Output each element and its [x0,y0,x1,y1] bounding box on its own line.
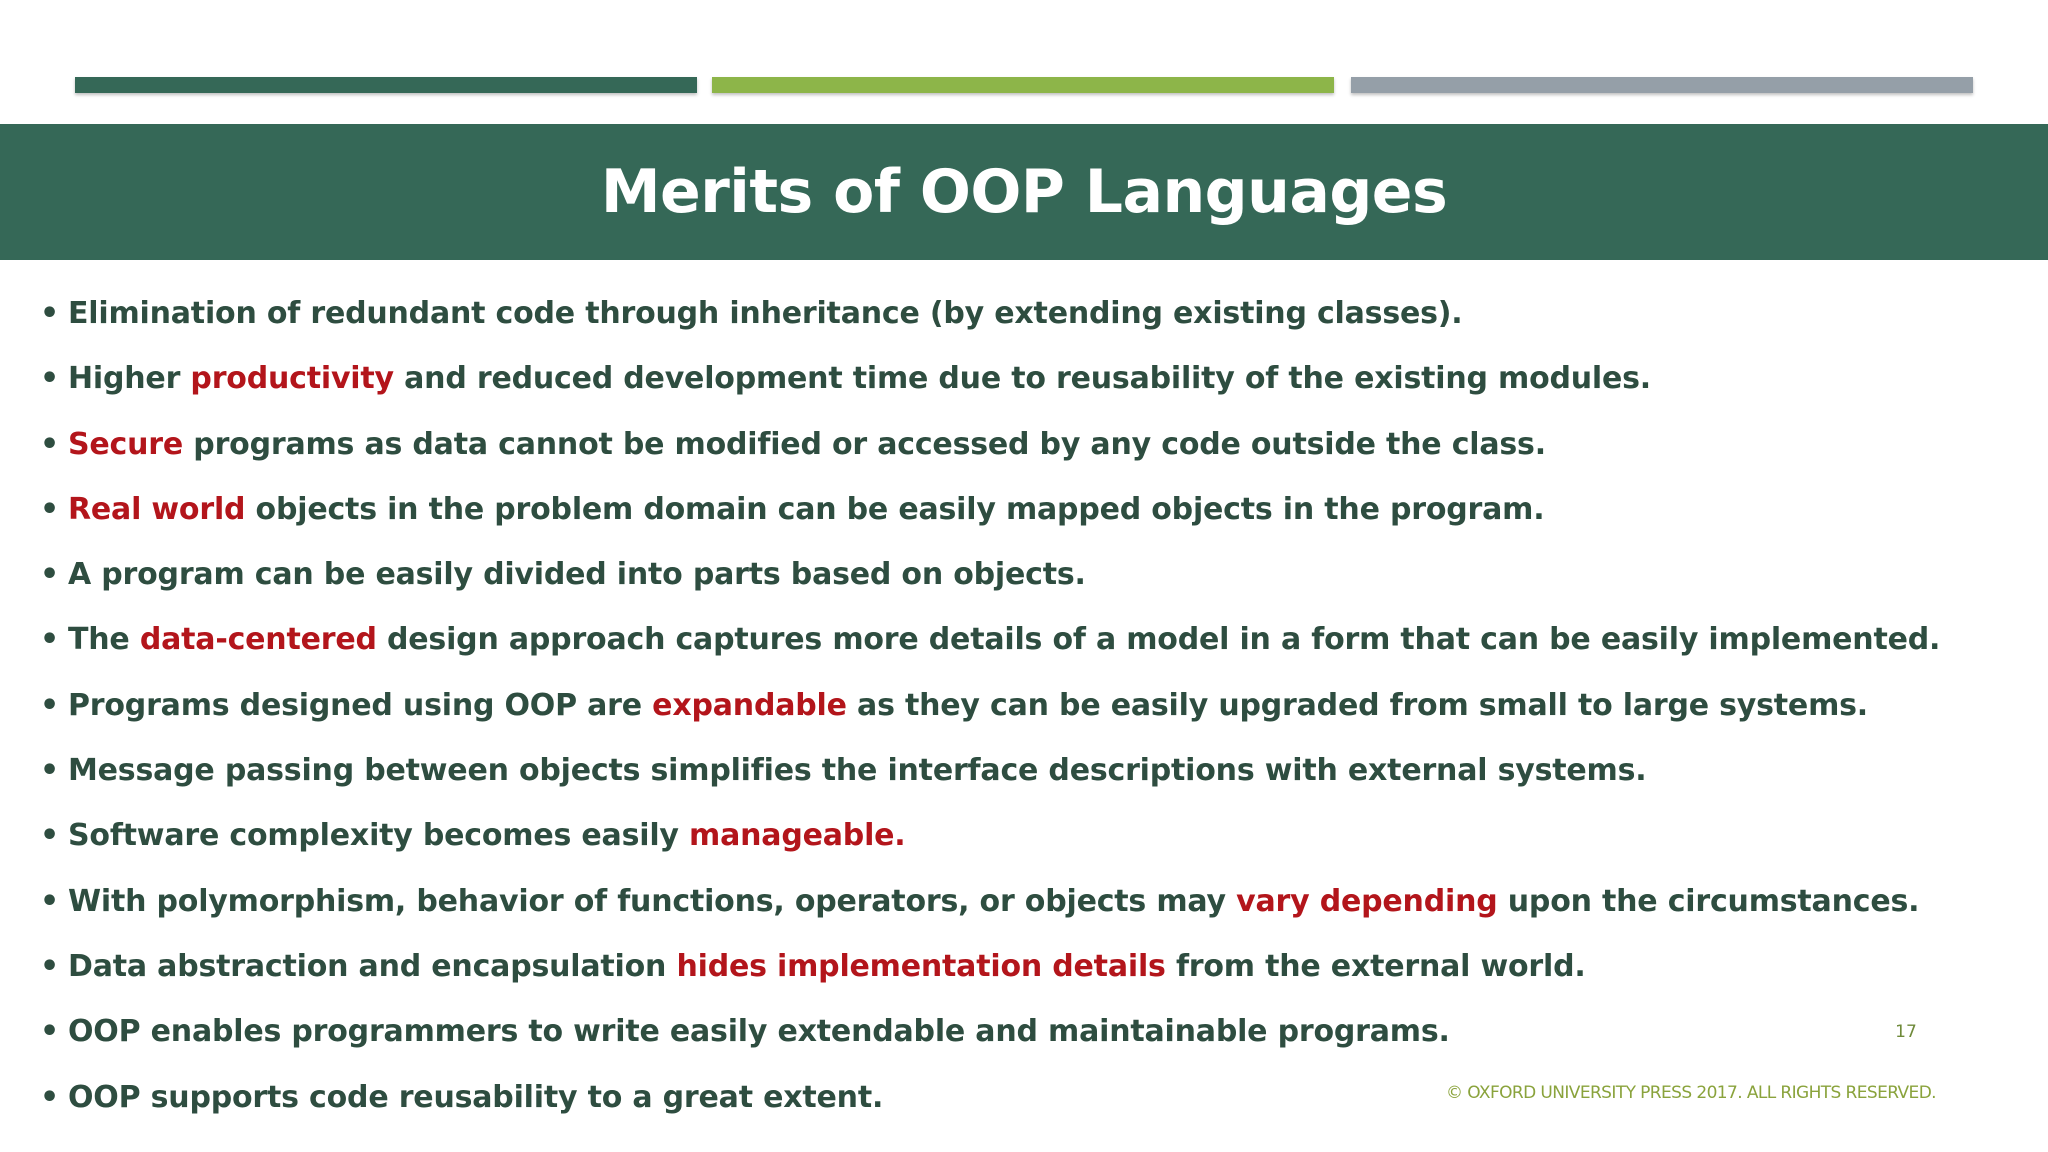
bullet-highlight: Secure [68,426,184,462]
bullet-item [40,808,2030,873]
bullet-text: A program can be easily divided into parts based on objects. [68,557,1086,593]
bullet-glyph: • [40,687,59,723]
bullet-text: Programs designed using OOP are [68,687,653,723]
accent-bar-green [75,77,697,93]
bullet-item [40,678,2030,743]
bullet-glyph: • [40,1079,59,1115]
bullet-highlight: productivity [190,361,394,397]
bullet-text: With polymorphism, behavior of functions, operators, or objects may [68,883,1237,919]
bullet-text: OOP supports code reusability to a great extent. [68,1079,884,1115]
bullet-highlight: manageable. [689,818,906,854]
bullet-item [40,743,2030,808]
bullet-item [40,874,2030,939]
bullet-item [40,939,2030,1004]
bullet-glyph: • [40,361,59,397]
bullet-text: OOP enables programmers to write easily extendable and maintainable programs. [68,1014,1450,1050]
bullet-highlight: vary depending [1236,883,1498,919]
accent-bar-lime [712,77,1334,93]
bullet-item [40,417,2030,482]
bullet-highlight: expandable [652,687,847,723]
bullet-text: Message passing between objects simplifies the interface descriptions with external systems. [68,753,1647,789]
bullet-glyph: • [40,491,59,527]
bullet-text-after: and reduced development time due to reusability of the existing modules. [393,361,1651,397]
bullet-glyph: • [40,948,59,984]
bullet-glyph: • [40,1014,59,1050]
copyright-notice: © OXFORD UNIVERSITY PRESS 2017. ALL RIGHTS RESERVED. [1446,1083,1936,1103]
bullet-text: Higher [68,361,191,397]
bullet-item [40,1004,2030,1069]
accent-bar-gray [1351,77,1973,93]
bullet-glyph: • [40,883,59,919]
bullet-text: Elimination of redundant code through inheritance (by extending existing classes). [68,296,1463,331]
bullet-glyph: • [40,622,59,658]
bullet-text-after: design approach captures more details of a model in a form that can be easily implemented. [376,622,1941,658]
bullet-item [40,482,2030,547]
page-number: 17 [1895,1022,1917,1042]
bullet-highlight: Real world [68,491,246,527]
top-accent-bars [75,77,1973,93]
bullet-list [40,286,2030,1135]
bullet-glyph: • [40,296,59,331]
bullet-text-after: from the external world. [1165,948,1586,984]
bullet-text-after: upon the circumstances. [1497,883,1920,919]
bullet-glyph: • [40,753,59,789]
bullet-glyph: • [40,426,59,462]
bullet-item [40,547,2030,612]
bullet-glyph: • [40,557,59,593]
slide-title: Merits of OOP Languages [600,157,1448,227]
bullet-text: Software complexity becomes easily [68,818,690,854]
bullet-text-after: objects in the problem domain can be easily mapped objects in the program. [245,491,1545,527]
bullet-item [40,351,2030,416]
bullet-item [40,286,2030,351]
bullet-text: The [68,622,140,658]
bullet-text-after: programs as data cannot be modified or accessed by any code outside the class. [183,426,1546,462]
bullet-item [40,612,2030,677]
title-band [0,124,2048,260]
bullet-glyph: • [40,818,59,854]
bullet-text-after: as they can be easily upgraded from small to large systems. [846,687,1868,723]
bullet-highlight: hides implementation details [676,948,1166,984]
bullet-text: Data abstraction and encapsulation [68,948,677,984]
bullet-highlight: data-centered [139,622,377,658]
